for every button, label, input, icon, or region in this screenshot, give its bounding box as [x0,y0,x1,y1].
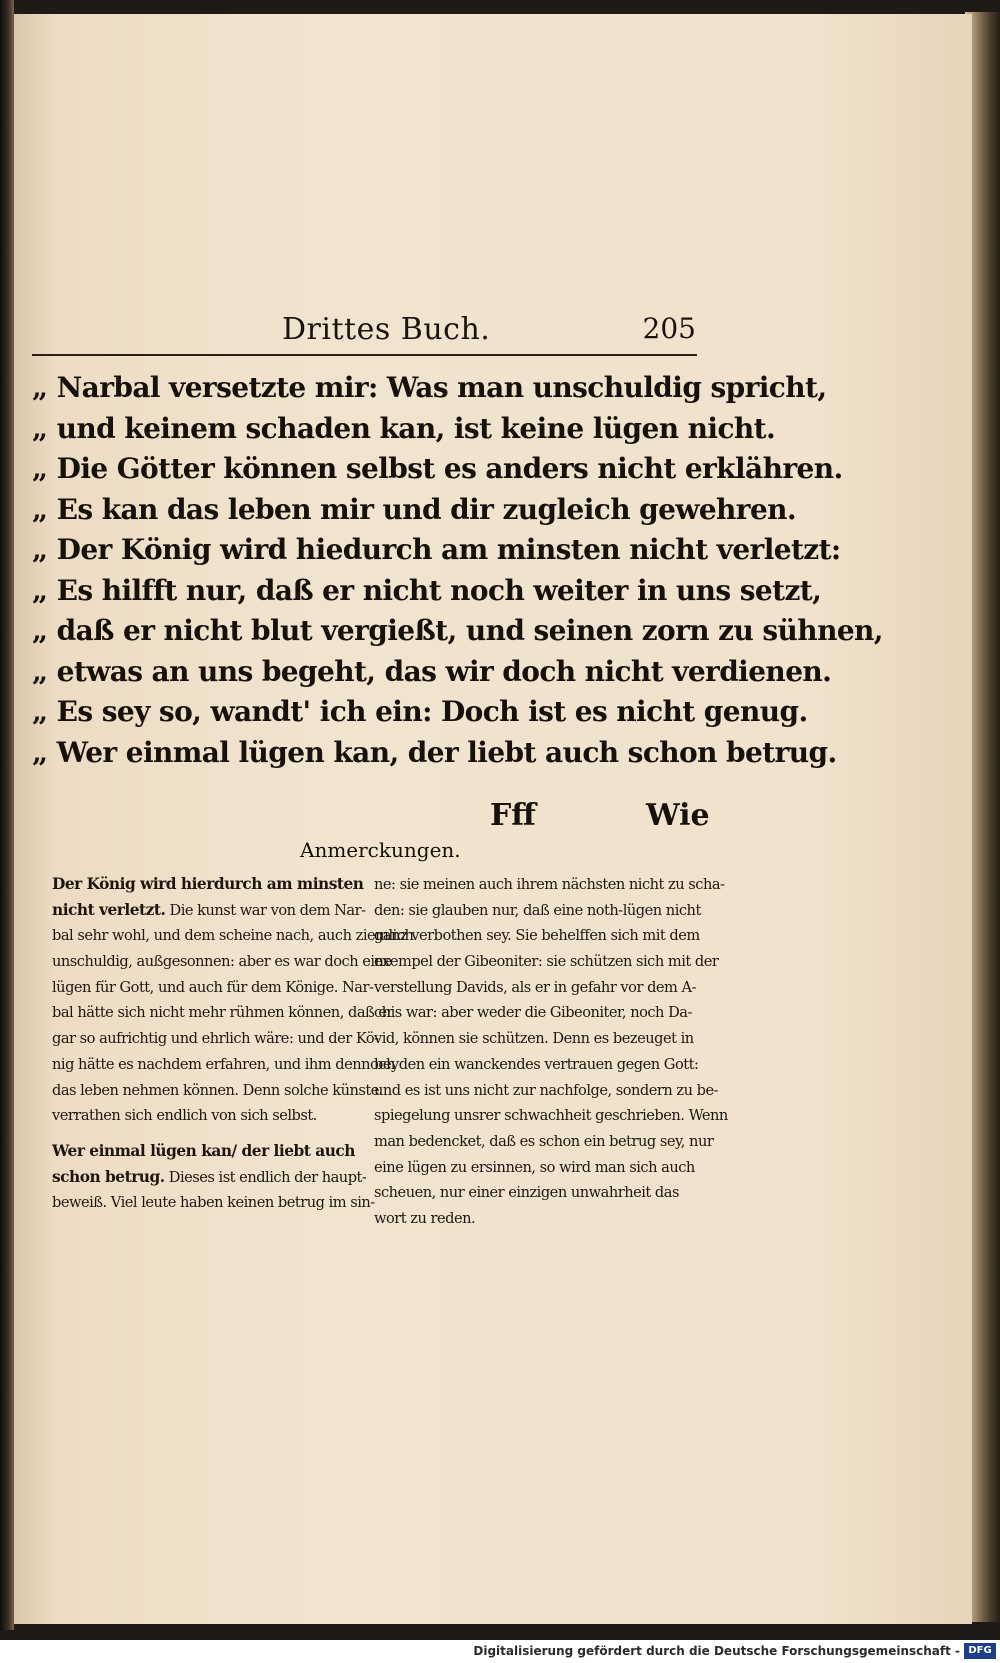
book-spine-edge [0,0,14,1630]
note-text: verrathen sich endlich von sich selbst. [52,1107,317,1125]
note-lemma: Wer einmal lügen kan/ der liebt auch [52,1141,355,1160]
page-number: 205 [642,312,696,345]
note-line: vid, können sie schützen. Denn es bezeuget in [374,1030,694,1048]
verse-block [32,368,883,773]
dfg-logo: DFG [964,1643,996,1659]
note-line [52,1103,362,1129]
verse-line: „ Es sey so, wandt' ich ein: Doch ist es nicht genug. [32,695,808,728]
verse-line: „ Der König wird hiedurch am minsten nicht verletzt: [32,533,841,566]
verse-line: „ etwas an uns begeht, das wir doch nicht verdienen. [32,654,832,688]
verse-line: „ und keinem schaden kan, ist keine lügen nicht. [32,411,776,445]
note-line: wort zu reden. [374,1209,476,1227]
note-line: verstellung Davids, als er in gefahr vor dem A- [374,978,697,996]
page-header [32,312,696,356]
note-line [52,949,392,975]
note-text: Die kunst war von dem Nar- [165,901,366,919]
funding-credit: Digitalisierung gefördert durch die Deutsche Forschungsgemeinschaft - [473,1644,960,1658]
note-line: scheuen, nur einer einzigen unwahrheit das [374,1184,679,1202]
note-line [52,872,362,898]
note-line: beyden ein wanckendes vertrauen gegen Gott: [374,1055,699,1073]
note-text: bal sehr wohl, und dem scheine nach, auch ziemlich [52,927,414,945]
verse-line: „ Narbal versetzte mir: Was man unschuldig spricht, [32,371,827,404]
notes-left-column [52,872,414,1216]
verse-line: „ Es hilfft nur, daß er nicht noch weiter in uns setzt, [32,573,822,607]
note-text: Dieses ist endlich der haupt- [164,1168,367,1186]
notes-right-column [374,872,728,1232]
note-lemma: schon betrug. [52,1167,165,1186]
note-line [52,923,414,949]
note-line [52,1165,367,1191]
note-text: unschuldig, außgesonnen: aber es war doch eine [52,953,392,971]
verse-line: „ Es kan das leben mir und dir zugleich gewehren. [32,492,797,526]
catchword: Wie [646,798,710,833]
note-text: bal hätte sich nicht mehr rühmen können, daß er [52,1004,394,1022]
note-line: spiegelung unsrer schwachheit geschrieben. Wenn [374,1107,728,1125]
note-line: ne: sie meinen auch ihrem nächsten nicht zu scha- [374,876,725,893]
note-line: exempel der Gibeoniter: sie schützen sich mit der [374,953,719,971]
note-text: beweiß. Viel leute haben keinen betrug im sin- [52,1194,375,1212]
note-line: und es ist uns nicht zur nachfolge, sondern zu be- [374,1081,719,1099]
note-line: den: sie glauben nur, daß eine noth-lügen nicht [374,901,701,919]
note-line: chis war: aber weder die Gibeoniter, noch Da- [374,1004,692,1022]
verse-line: „ Wer einmal lügen kan, der liebt auch schon betrug. [32,735,837,769]
note-lemma: nicht verletzt. [52,900,166,919]
note-text: gar so aufrichtig und ehrlich wäre: und der Kö- [52,1030,379,1048]
signature-mark: Fff [490,798,536,833]
note-line [52,1139,362,1165]
note-line [52,898,366,924]
verse-line: „ daß er nicht blut vergießt, und seinen zorn zu sühnen, [32,614,883,647]
note-lemma: Der König wird hierdurch am minsten [52,875,364,893]
note-line [52,1190,375,1216]
verse-line: „ Die Götter können selbst es anders nicht erklähren. [32,452,843,485]
footer-bar [0,1640,1000,1663]
header-rule [32,354,697,356]
running-title: Drittes Buch. [282,312,491,347]
note-line: ganz verbothen sey. Sie behelffen sich mit dem [374,927,700,945]
note-line: eine lügen zu ersinnen, so wird man sich auch [374,1158,695,1176]
note-line [52,1052,395,1078]
note-line [52,1000,394,1026]
note-line [52,1078,379,1104]
note-line: man bedencket, daß es schon ein betrug sey, nur [374,1132,714,1150]
note-line [52,975,374,1001]
notes-heading: Anmerckungen. [300,838,461,862]
note-text: lügen für Gott, und auch für dem Könige. Nar- [52,978,374,996]
note-text: das leben nehmen können. Denn solche künste [52,1081,379,1099]
note-text: nig hätte es nachdem erfahren, und ihm dennoch [52,1055,395,1073]
note-line [52,1026,379,1052]
